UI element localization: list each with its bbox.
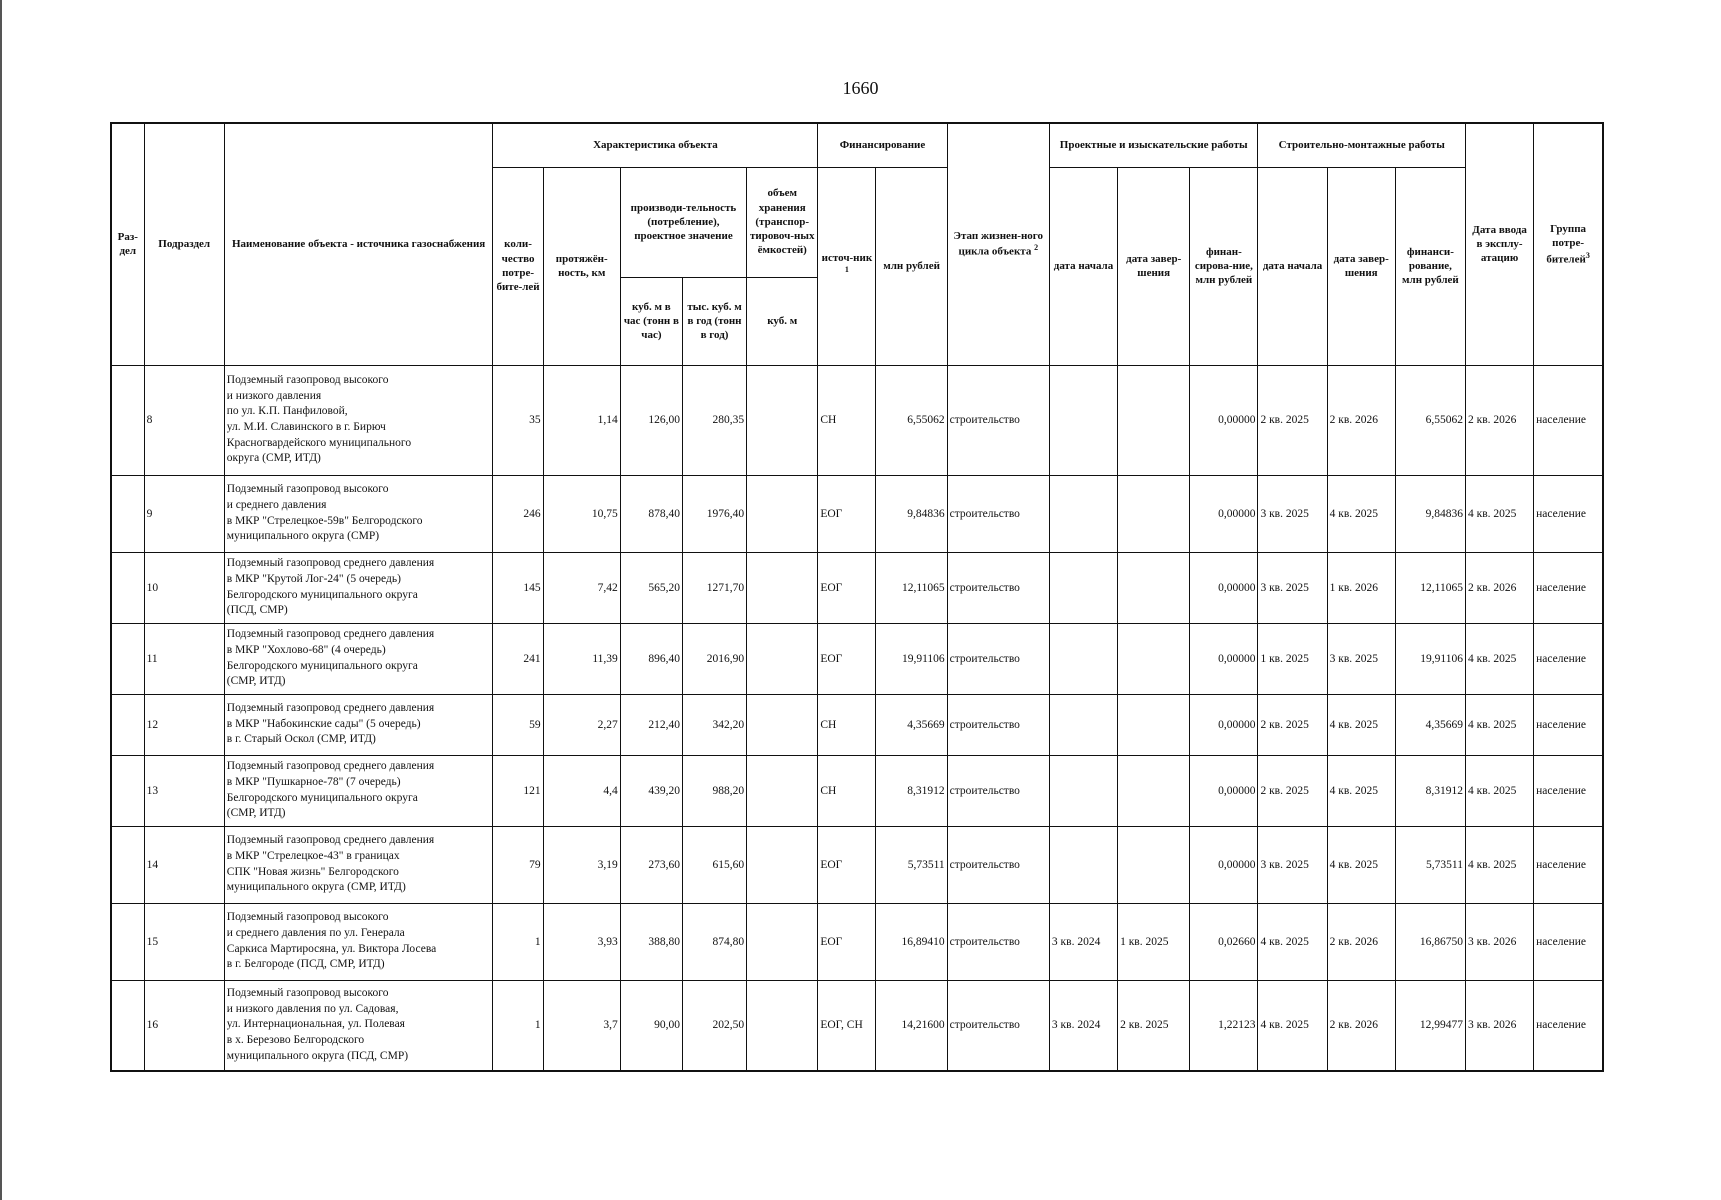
- cell-consumers: 121: [493, 755, 543, 826]
- cell-design-end: [1118, 755, 1190, 826]
- cell-commission-date: 3 кв. 2026: [1465, 980, 1533, 1071]
- cell-storage: [747, 694, 818, 755]
- cell-consumer-group: население: [1534, 755, 1603, 826]
- cell-object-name: Подземный газопровод высокого и низкого давления по ул. Садовая, ул. Интернациональная, ул. Полевая в х. Березово Белгородского муниципального округа (ПСД, СМР): [224, 980, 493, 1071]
- cell-design-start: [1049, 623, 1117, 694]
- table-row: [111, 694, 1603, 755]
- scan-edge: [0, 0, 2, 1200]
- cell-financing-mln: 12,11065: [876, 552, 947, 623]
- cell-design-end: 1 кв. 2025: [1118, 903, 1190, 980]
- cell-design-start: [1049, 755, 1117, 826]
- cell-constr-financing: 19,91106: [1395, 623, 1465, 694]
- header-consumer-group: [1534, 123, 1603, 365]
- header-name: Наименование объекта - источника газоснабжения: [224, 123, 493, 365]
- cell-stage: строительство: [947, 623, 1049, 694]
- cell-razdel: [111, 365, 144, 475]
- cell-design-financing: 0,00000: [1190, 694, 1258, 755]
- page-number: 1660: [842, 78, 879, 98]
- header-source-sup: 1: [844, 265, 849, 275]
- cell-m3-per-hour: 90,00: [620, 980, 682, 1071]
- cell-financing-mln: 9,84836: [876, 475, 947, 552]
- cell-stage: строительство: [947, 980, 1049, 1071]
- cell-razdel: [111, 755, 144, 826]
- table-row: [111, 475, 1603, 552]
- cell-storage: [747, 365, 818, 475]
- cell-source: ЕОГ: [818, 552, 876, 623]
- header-consumer-group-sup: 3: [1585, 250, 1590, 260]
- cell-constr-start: 3 кв. 2025: [1258, 552, 1327, 623]
- cell-constr-start: 3 кв. 2025: [1258, 475, 1327, 552]
- header-consumers-count: коли-чество потре-бите-лей: [493, 167, 543, 365]
- cell-design-financing: 0,00000: [1190, 475, 1258, 552]
- table-row: [111, 623, 1603, 694]
- cell-storage: [747, 475, 818, 552]
- cell-design-start: [1049, 365, 1117, 475]
- cell-razdel: [111, 980, 144, 1071]
- cell-object-name: Подземный газопровод среднего давления в МКР "Хохлово-68" (4 очередь) Белгородского муниципального округа (СМР, ИТД): [224, 623, 493, 694]
- cell-object-name: Подземный газопровод высокого и низкого давления по ул. К.П. Панфиловой, ул. М.И. Славинского в г. Бирюч Красногвардейского муниципального округа (СМР, ИТД): [224, 365, 493, 475]
- cell-k-m3-per-year: 1976,40: [682, 475, 746, 552]
- header-stage: [947, 123, 1049, 365]
- cell-consumers: 246: [493, 475, 543, 552]
- cell-razdel: [111, 475, 144, 552]
- cell-design-end: 2 кв. 2025: [1118, 980, 1190, 1071]
- cell-constr-financing: 16,86750: [1395, 903, 1465, 980]
- cell-consumers: 145: [493, 552, 543, 623]
- cell-m3-per-hour: 878,40: [620, 475, 682, 552]
- header-commission-date: Дата ввода в эксплу-атацию: [1465, 123, 1533, 365]
- cell-constr-end: 4 кв. 2025: [1327, 826, 1395, 903]
- header-financing: Финансирование: [818, 123, 947, 167]
- cell-commission-date: 4 кв. 2025: [1465, 755, 1533, 826]
- cell-k-m3-per-year: 2016,90: [682, 623, 746, 694]
- cell-constr-end: 4 кв. 2025: [1327, 475, 1395, 552]
- cell-razdel: [111, 623, 144, 694]
- table-row: [111, 980, 1603, 1071]
- table-row: [111, 826, 1603, 903]
- cell-constr-financing: 5,73511: [1395, 826, 1465, 903]
- cell-k-m3-per-year: 615,60: [682, 826, 746, 903]
- header-productivity: производи-тельность (потребление), проектное значение: [620, 167, 746, 277]
- cell-design-end: [1118, 365, 1190, 475]
- cell-constr-end: 1 кв. 2026: [1327, 552, 1395, 623]
- cell-constr-financing: 12,11065: [1395, 552, 1465, 623]
- cell-design-end: [1118, 552, 1190, 623]
- cell-k-m3-per-year: 202,50: [682, 980, 746, 1071]
- cell-length: 1,14: [543, 365, 620, 475]
- cell-length: 10,75: [543, 475, 620, 552]
- cell-constr-financing: 12,99477: [1395, 980, 1465, 1071]
- cell-source: СН: [818, 694, 876, 755]
- cell-consumer-group: население: [1534, 365, 1603, 475]
- table-row: [111, 755, 1603, 826]
- cell-object-name: Подземный газопровод среднего давления в МКР "Набокинские сады" (5 очередь) в г. Старый Оскол (СМР, ИТД): [224, 694, 493, 755]
- header-constr-start: дата начала: [1258, 167, 1327, 365]
- cell-razdel: [111, 552, 144, 623]
- cell-financing-mln: 19,91106: [876, 623, 947, 694]
- cell-commission-date: 3 кв. 2026: [1465, 903, 1533, 980]
- cell-k-m3-per-year: 280,35: [682, 365, 746, 475]
- cell-consumers: 1: [493, 980, 543, 1071]
- cell-stage: строительство: [947, 694, 1049, 755]
- cell-object-name: Подземный газопровод высокого и среднего давления по ул. Генерала Саркиса Мартиросяна, ул. Виктора Лосева в г. Белгороде (ПСД, СМР, ИТД): [224, 903, 493, 980]
- cell-stage: строительство: [947, 755, 1049, 826]
- cell-object-name: Подземный газопровод высокого и среднего давления в МКР "Стрелецкое-59в" Белгородского муниципального округа (СМР): [224, 475, 493, 552]
- cell-design-start: [1049, 552, 1117, 623]
- cell-design-start: 3 кв. 2024: [1049, 980, 1117, 1071]
- header-source: [818, 167, 876, 365]
- cell-design-financing: 0,02660: [1190, 903, 1258, 980]
- cell-commission-date: 4 кв. 2025: [1465, 826, 1533, 903]
- cell-length: 7,42: [543, 552, 620, 623]
- cell-m3-per-hour: 896,40: [620, 623, 682, 694]
- cell-podrazdel: 16: [144, 980, 224, 1071]
- cell-length: 3,93: [543, 903, 620, 980]
- cell-razdel: [111, 826, 144, 903]
- cell-constr-end: 2 кв. 2026: [1327, 980, 1395, 1071]
- cell-razdel: [111, 694, 144, 755]
- cell-constr-start: 1 кв. 2025: [1258, 623, 1327, 694]
- cell-source: ЕОГ, СН: [818, 980, 876, 1071]
- cell-consumer-group: население: [1534, 980, 1603, 1071]
- cell-length: 3,19: [543, 826, 620, 903]
- cell-financing-mln: 6,55062: [876, 365, 947, 475]
- cell-storage: [747, 980, 818, 1071]
- cell-podrazdel: 10: [144, 552, 224, 623]
- cell-podrazdel: 13: [144, 755, 224, 826]
- cell-consumer-group: население: [1534, 475, 1603, 552]
- cell-design-financing: 0,00000: [1190, 623, 1258, 694]
- cell-source: ЕОГ: [818, 623, 876, 694]
- cell-m3-per-hour: 212,40: [620, 694, 682, 755]
- cell-constr-end: 3 кв. 2025: [1327, 623, 1395, 694]
- cell-commission-date: 4 кв. 2025: [1465, 623, 1533, 694]
- table-body: [111, 365, 1603, 1071]
- cell-consumer-group: население: [1534, 903, 1603, 980]
- header-consumer-group-text: Группа потре-бителей: [1546, 222, 1587, 266]
- cell-source: СН: [818, 365, 876, 475]
- cell-constr-start: 2 кв. 2025: [1258, 365, 1327, 475]
- cell-length: 4,4: [543, 755, 620, 826]
- cell-source: ЕОГ: [818, 475, 876, 552]
- cell-design-start: 3 кв. 2024: [1049, 903, 1117, 980]
- cell-constr-start: 2 кв. 2025: [1258, 694, 1327, 755]
- header-stage-sup: 2: [1034, 243, 1039, 253]
- cell-consumers: 35: [493, 365, 543, 475]
- header-constr-financing: финанси-рование, млн рублей: [1395, 167, 1465, 365]
- header-mln-rub: млн рублей: [876, 167, 947, 365]
- cell-constr-financing: 8,31912: [1395, 755, 1465, 826]
- header-length: протяжён-ность, км: [543, 167, 620, 365]
- cell-podrazdel: 11: [144, 623, 224, 694]
- cell-stage: строительство: [947, 365, 1049, 475]
- cell-storage: [747, 755, 818, 826]
- cell-consumer-group: население: [1534, 623, 1603, 694]
- header-construction: Строительно-монтажные работы: [1258, 123, 1466, 167]
- cell-commission-date: 4 кв. 2025: [1465, 694, 1533, 755]
- cell-constr-end: 2 кв. 2026: [1327, 365, 1395, 475]
- table-row: [111, 365, 1603, 475]
- cell-m3-per-hour: 388,80: [620, 903, 682, 980]
- cell-design-start: [1049, 826, 1117, 903]
- cell-design-financing: 0,00000: [1190, 365, 1258, 475]
- header-storage: объем хранения (транспор-тировоч-ных ёмкостей): [747, 167, 818, 277]
- cell-financing-mln: 8,31912: [876, 755, 947, 826]
- cell-consumers: 1: [493, 903, 543, 980]
- table-row: [111, 903, 1603, 980]
- cell-constr-start: 4 кв. 2025: [1258, 903, 1327, 980]
- header-k-m3-per-year: тыс. куб. м в год (тонн в год): [682, 277, 746, 365]
- cell-design-end: [1118, 623, 1190, 694]
- cell-length: 11,39: [543, 623, 620, 694]
- cell-design-financing: 0,00000: [1190, 755, 1258, 826]
- cell-storage: [747, 903, 818, 980]
- cell-k-m3-per-year: 1271,70: [682, 552, 746, 623]
- header-m3: куб. м: [747, 277, 818, 365]
- cell-storage: [747, 826, 818, 903]
- cell-consumers: 79: [493, 826, 543, 903]
- cell-m3-per-hour: 273,60: [620, 826, 682, 903]
- cell-constr-start: 2 кв. 2025: [1258, 755, 1327, 826]
- cell-design-financing: 1,22123: [1190, 980, 1258, 1071]
- header-design: Проектные и изыскательские работы: [1049, 123, 1258, 167]
- cell-podrazdel: 12: [144, 694, 224, 755]
- cell-source: СН: [818, 755, 876, 826]
- gas-objects-table: [110, 122, 1604, 1072]
- header-design-financing: финан-сирова-ние, млн рублей: [1190, 167, 1258, 365]
- header-m3-per-hour: куб. м в час (тонн в час): [620, 277, 682, 365]
- cell-consumer-group: население: [1534, 826, 1603, 903]
- header-source-text: источ-ник: [821, 251, 873, 264]
- cell-stage: строительство: [947, 552, 1049, 623]
- cell-design-start: [1049, 475, 1117, 552]
- cell-stage: строительство: [947, 826, 1049, 903]
- cell-stage: строительство: [947, 903, 1049, 980]
- cell-k-m3-per-year: 342,20: [682, 694, 746, 755]
- cell-k-m3-per-year: 874,80: [682, 903, 746, 980]
- header-design-end: дата завер-шения: [1118, 167, 1190, 365]
- cell-design-financing: 0,00000: [1190, 552, 1258, 623]
- cell-m3-per-hour: 565,20: [620, 552, 682, 623]
- cell-financing-mln: 5,73511: [876, 826, 947, 903]
- cell-design-start: [1049, 694, 1117, 755]
- cell-design-end: [1118, 475, 1190, 552]
- cell-financing-mln: 4,35669: [876, 694, 947, 755]
- cell-constr-financing: 6,55062: [1395, 365, 1465, 475]
- cell-podrazdel: 15: [144, 903, 224, 980]
- cell-constr-end: 4 кв. 2025: [1327, 694, 1395, 755]
- cell-storage: [747, 623, 818, 694]
- cell-design-end: [1118, 826, 1190, 903]
- cell-financing-mln: 14,21600: [876, 980, 947, 1071]
- cell-commission-date: 2 кв. 2026: [1465, 365, 1533, 475]
- cell-constr-end: 2 кв. 2026: [1327, 903, 1395, 980]
- cell-constr-end: 4 кв. 2025: [1327, 755, 1395, 826]
- cell-podrazdel: 8: [144, 365, 224, 475]
- cell-commission-date: 2 кв. 2026: [1465, 552, 1533, 623]
- cell-length: 2,27: [543, 694, 620, 755]
- cell-constr-financing: 4,35669: [1395, 694, 1465, 755]
- header-podrazdel: Подраздел: [144, 123, 224, 365]
- cell-podrazdel: 14: [144, 826, 224, 903]
- header-stage-text: Этап жизнен-ного цикла объекта: [953, 230, 1044, 259]
- cell-consumers: 59: [493, 694, 543, 755]
- cell-storage: [747, 552, 818, 623]
- cell-design-financing: 0,00000: [1190, 826, 1258, 903]
- cell-razdel: [111, 903, 144, 980]
- header-razdel: Раз-дел: [111, 123, 144, 365]
- cell-constr-financing: 9,84836: [1395, 475, 1465, 552]
- header-constr-end: дата завер-шения: [1327, 167, 1395, 365]
- cell-m3-per-hour: 439,20: [620, 755, 682, 826]
- cell-constr-start: 4 кв. 2025: [1258, 980, 1327, 1071]
- cell-financing-mln: 16,89410: [876, 903, 947, 980]
- cell-podrazdel: 9: [144, 475, 224, 552]
- cell-consumers: 241: [493, 623, 543, 694]
- header-characteristics: Характеристика объекта: [493, 123, 818, 167]
- cell-object-name: Подземный газопровод среднего давления в МКР "Пушкарное-78" (7 очередь) Белгородского муниципального округа (СМР, ИТД): [224, 755, 493, 826]
- cell-consumer-group: население: [1534, 694, 1603, 755]
- cell-constr-start: 3 кв. 2025: [1258, 826, 1327, 903]
- cell-m3-per-hour: 126,00: [620, 365, 682, 475]
- cell-object-name: Подземный газопровод среднего давления в МКР "Стрелецкое-43" в границах СПК "Новая жизнь" Белгородского муниципального округа (СМР, ИТД): [224, 826, 493, 903]
- cell-source: ЕОГ: [818, 903, 876, 980]
- cell-source: ЕОГ: [818, 826, 876, 903]
- table-row: [111, 552, 1603, 623]
- cell-consumer-group: население: [1534, 552, 1603, 623]
- cell-k-m3-per-year: 988,20: [682, 755, 746, 826]
- cell-length: 3,7: [543, 980, 620, 1071]
- cell-design-end: [1118, 694, 1190, 755]
- cell-stage: строительство: [947, 475, 1049, 552]
- cell-object-name: Подземный газопровод среднего давления в МКР "Крутой Лог-24" (5 очередь) Белгородского муниципального округа (ПСД, СМР): [224, 552, 493, 623]
- cell-commission-date: 4 кв. 2025: [1465, 475, 1533, 552]
- header-design-start: дата начала: [1049, 167, 1117, 365]
